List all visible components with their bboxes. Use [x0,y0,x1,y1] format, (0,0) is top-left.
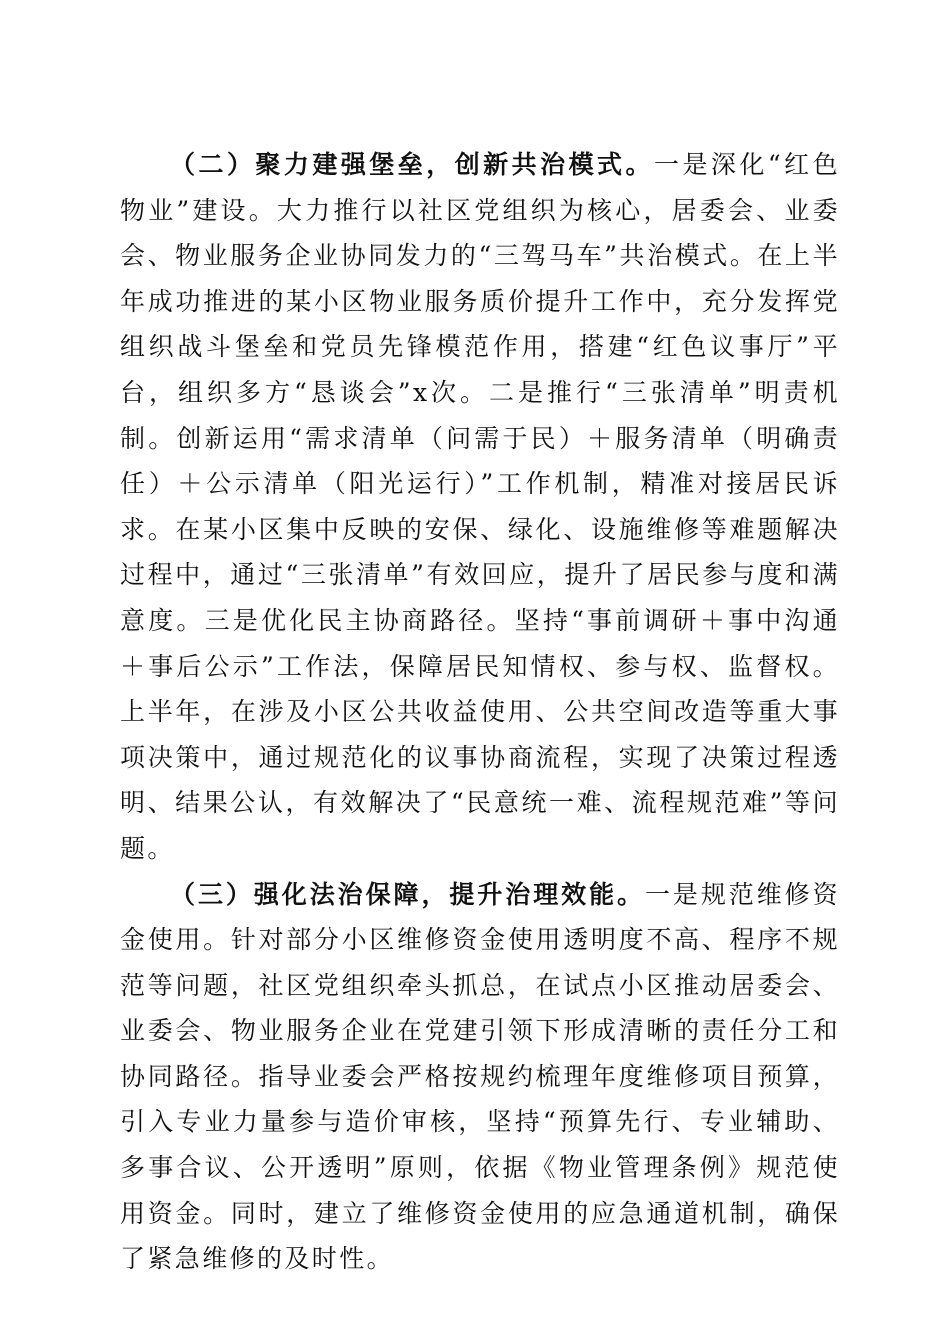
section-three-heading: （三）强化法治保障，提升治理效能。 [170,879,645,909]
paragraph-section-two [120,142,840,872]
document-body [120,142,840,1282]
paragraph-section-three [120,872,840,1282]
section-three-body: 一是规范维修资金使用。针对部分小区维修资金使用透明度不高、程序不规范等问题，社区党组织牵头抓总，在试点小区推动居委会、业委会、物业服务企业在党建引领下形成清晰的责任分工和协同路径。指导业委会严格按规约梳理年度维修项目预算，引入专业力量参与造价审核，坚持“预算先行、专业辅助、多事合议、公开透明”原则，依据《物业管理条例》规范使用资金。同时，建立了维修资金使用的应急通道机制，确保了紧急维修的及时性。 [120,879,840,1274]
section-two-body: 一是深化“红色物业”建设。大力推行以社区党组织为核心，居委会、业委会、物业服务企业协同发力的“三驾马车”共治模式。在上半年成功推进的某小区物业服务质价提升工作中，充分发挥党组织战斗堡垒和党员先锋模范作用，搭建“红色议事厅”平台，组织多方“恳谈会”x次。二是推行“三张清单”明责机制。创新运用“需求清单（问需于民）＋服务清单（明确责任）＋公示清单（阳光运行）”工作机制，精准对接居民诉求。在某小区集中反映的安保、绿化、设施维修等难题解决过程中，通过“三张清单”有效回应，提升了居民参与度和满意度。三是优化民主协商路径。坚持“事前调研＋事中沟通＋事后公示”工作法，保障居民知情权、参与权、监督权。上半年，在涉及小区公共收益使用、公共空间改造等重大事项决策中，通过规范化的议事协商流程，实现了决策过程透明、结果公认，有效解决了“民意统一难、流程规范难”等问题。 [120,150,840,863]
section-two-heading: （二）聚力建强堡垒，创新共治模式。 [170,150,654,179]
